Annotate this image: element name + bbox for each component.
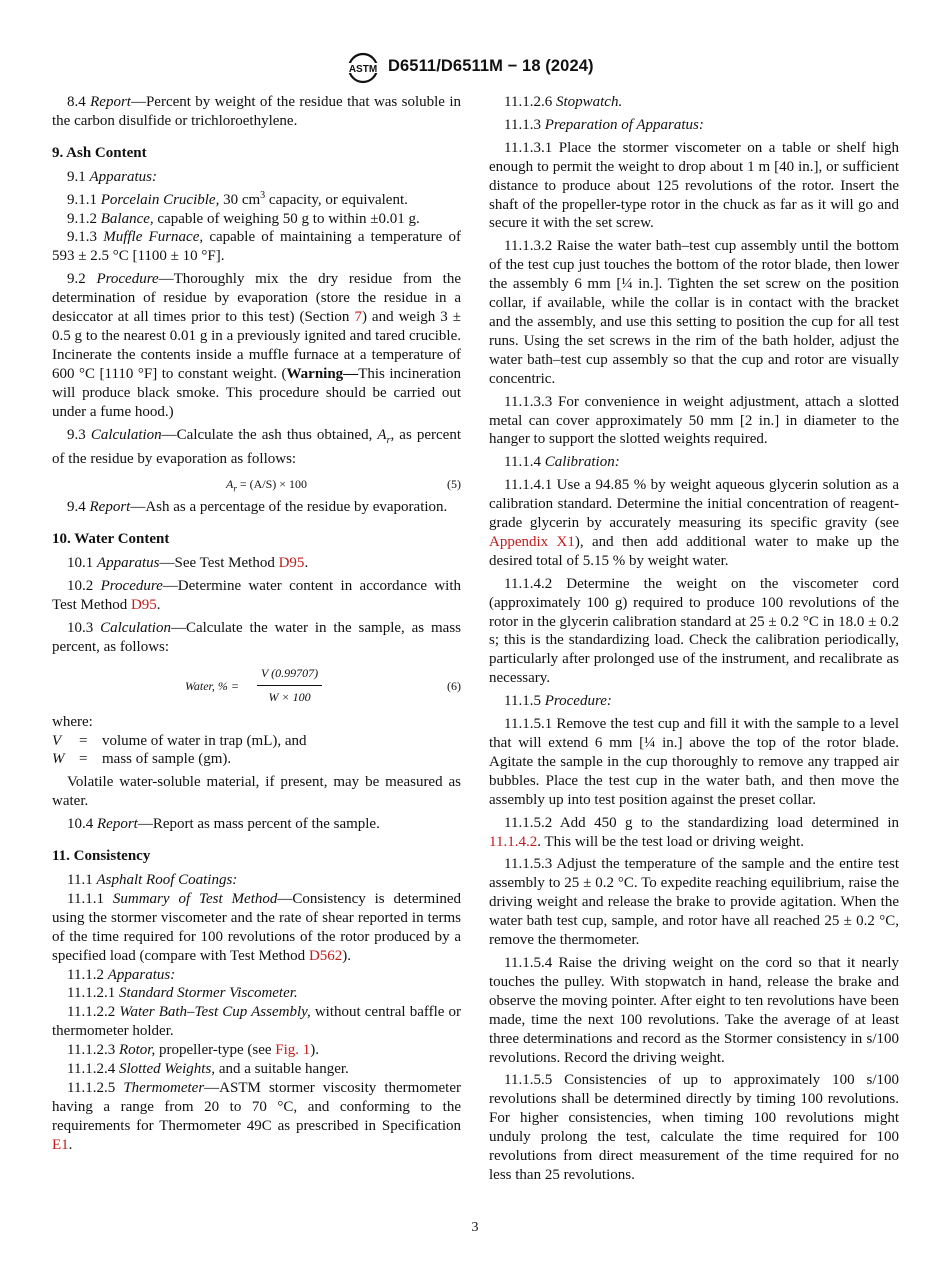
section-11-1-3-3: 11.1.3.3 For convenience in weight adjustment, attach a slotted metal can cover approximately 50 mm [2 in.] in diameter to the hanger to support the slotted weights required.: [489, 393, 899, 448]
volatile-note: Volatile water-soluble material, if present, may be measured as water.: [52, 774, 461, 810]
section-11-1-5: 11.1.5 Procedure:: [504, 693, 612, 710]
section-11-1-5-3: 11.1.5.3 Adjust the temperature of the sample and the entire test assembly to 25 ± 0.2 °C. To expedite reaching equilibrium, raise the driving weight and release the brake to provide agitation. When the water bath test cup, sample, and rotor have all reached 25 ± 0.2 °C, remove the thermometer.: [489, 856, 899, 949]
link-e1[interactable]: E1: [52, 1136, 69, 1153]
section-10-2: 10.2 Procedure—Determine water content in accordance with Test Method D95.: [52, 578, 462, 613]
link-appendix-x1[interactable]: Appendix X1: [489, 533, 575, 550]
heading-water-content: 10. Water Content: [52, 531, 170, 548]
section-11-1-2: 11.1.2 Apparatus:: [67, 966, 176, 983]
section-11-1-5-2: 11.1.5.2 Add 450 g to the standardizing load determined in 11.1.4.2. This will be the test load or driving weight.: [489, 814, 899, 850]
section-10-1: 10.1 Apparatus—See Test Method D95.: [67, 555, 309, 572]
section-11-1: 11.1 Asphalt Roof Coatings:: [67, 872, 238, 888]
section-11-1-3: 11.1.3 Preparation of Apparatus:: [504, 116, 704, 133]
section-9-4: 9.4 Report—Ash as a percentage of the residue by evaporation.: [67, 499, 448, 516]
link-d95[interactable]: D95: [130, 596, 157, 613]
equation-5: $A_r = (A/S) \times 100$ (5): [225, 477, 461, 494]
equation-6: Water, % = $\frac{V (0.99707)}{W \times 100}$ (6): [185, 665, 461, 704]
section-11-1-1: 11.1.1 Summary of Test Method—Consistency is determined using the stormer viscometer and the rate of shear reported in terms of the time required for 100 revolutions of the rotor produced by a specified load (compare with Test Method D562).: [52, 890, 462, 964]
page-header: [0, 52, 950, 84]
link-d562[interactable]: D562: [308, 947, 343, 964]
section-11-1-5-5: 11.1.5.5 Consistencies of up to approximately 100 s/100 revolutions shall be determined directly by timing 100 revolutions. For higher consistencies, when timing 100 revolutions might unduly prolong the test, calculate the time required for 100 revolutions from direct measurement of the time required for no less than 25 revolutions.: [489, 1072, 899, 1183]
page-number: 3: [471, 1220, 479, 1235]
standard-designation: D6511/D6511M − 18 (2024): [388, 57, 594, 75]
right-column: [489, 93, 899, 1185]
where-label: where:: [52, 713, 93, 730]
link-d95[interactable]: D95: [278, 555, 305, 572]
definition-w: W = mass of sample (gm).: [52, 751, 232, 768]
section-11-1-2-4: 11.1.2.4 Slotted Weights, and a suitable hanger.: [67, 1061, 349, 1078]
link-11-1-4-2[interactable]: 11.1.4.2: [489, 833, 538, 850]
section-11-1-2-5: 11.1.2.5 Thermometer—ASTM stormer viscosity thermometer having a range from 20 to 70 °C, and conforming to the requirements for Thermometer 49C as prescribed in Specification E1.: [52, 1079, 461, 1153]
section-11-1-2-6: 11.1.2.6 Stopwatch.: [504, 94, 623, 110]
section-9-1-1: 9.1.1 Porcelain Crucible, 30 $cm^3$ capacity, or equivalent.: [67, 189, 408, 208]
heading-consistency: 11. Consistency: [52, 848, 151, 865]
heading-ash-content: 9. Ash Content: [52, 144, 147, 161]
section-8-4: 8.4 Report—Percent by weight of the residue that was soluble in the carbon disulfide or trichloroethylene.: [52, 94, 462, 129]
section-10-4: 10.4 Report—Report as mass percent of the sample.: [67, 816, 380, 833]
link-section-7[interactable]: 7: [354, 309, 362, 326]
astm-logo-icon: [344, 52, 382, 89]
section-11-1-3-2: 11.1.3.2 Raise the water bath–test cup assembly until the bottom of the test cup just touches the bottom of the rotor blade, then lower the assembly 6 mm [¼ in.]. Tighten the set screw on the position collar, if available, while the collar is in contact with the bracket and the assembly, and use this setting to position the cup for all test runs. Using the set screws in the rim of the bath holder, adjust the water bath–test cup assembly so that the cup and rotor are visually concentric.: [489, 238, 899, 387]
section-9-1-3: 9.1.3 Muffle Furnace, capable of maintaining a temperature of 593 ± 2.5 °C [1100 ± 10 °F].: [52, 229, 461, 265]
section-11-1-4: 11.1.4 Calibration:: [504, 454, 620, 471]
section-11-1-4-2: 11.1.4.2 Determine the weight on the viscometer cord (approximately 100 g) required to produce 100 revolutions of the rotor in the glycerin calibration standard at 25 ± 0.2 °C in 18.0 ± 0.2 s; this is the standardizing load. Check the calibration periodically, particularly after prolonged use of the instrument, and recalibrate as necessary.: [489, 575, 899, 687]
section-11-1-4-1: 11.1.4.1 Use a 94.85 % by weight aqueous glycerin solution as a calibration standard. Determine the initial concentration of reagent-grade glycerin by accurately measuring its specific gravity (see Appendix X1), and then add additional water to make up the desired total of 5.15 % by weight water.: [489, 477, 899, 569]
section-9-3: 9.3 Calculation—Calculate the ash thus obtained, $A_r$, as percent of the residue by evaporation as follows:: [52, 426, 461, 468]
left-column: [52, 93, 461, 1155]
section-9-2: 9.2 Procedure—Thoroughly mix the dry residue from the determination of residue by evaporation (store the residue in a desiccator at all times prior to this test) (Section 7) and weigh 3 ± 0.5 g to the nearest 0.01 g in a previously ignited and tared crucible. Incinerate the contents inside a muffle furnace at a temperature of 600 °C [1110 °F] to constant weight. (Warning—This incineration will produce black smoke. This procedure should be carried out under a fume hood.): [52, 271, 462, 420]
section-11-1-2-1: 11.1.2.1 Standard Stormer Viscometer.: [67, 985, 298, 1002]
definition-v: V = volume of water in trap (mL), and: [52, 732, 307, 749]
svg-text:ASTM: ASTM: [348, 64, 378, 75]
section-9-1-2: 9.1.2 Balance, capable of weighing 50 g to within ±0.01 g.: [67, 210, 420, 227]
link-fig-1[interactable]: Fig. 1: [275, 1042, 311, 1059]
section-11-1-2-2: 11.1.2.2 Water Bath–Test Cup Assembly, without central baffle or thermometer holder.: [52, 1004, 461, 1040]
section-9-1: 9.1 Apparatus:: [67, 168, 157, 185]
section-11-1-5-4: 11.1.5.4 Raise the driving weight on the cord so that it nearly touches the pulley. With stopwatch in hand, release the brake and observe the moving pointer. After eight to ten revolutions have been made, time the next 100 revolutions. Take the average of at least three determinations and record as the Stormer consistency in s/100 revolutions. Record the driving weight.: [489, 954, 899, 1066]
section-10-3: 10.3 Calculation—Calculate the water in the sample, as mass percent, as follows:: [52, 619, 462, 655]
section-11-1-5-1: 11.1.5.1 Remove the test cup and fill it with the sample to a level that will extend 6 mm [¼ in.] above the top of the rotor blade. Agitate the sample in the cup thoroughly to remove any trapped air bubbles. Place the test cup in the water bath, and then move the assembly up into test position against the preset collar.: [489, 716, 900, 808]
section-11-1-2-3: 11.1.2.3 Rotor, propeller-type (see Fig. 1).: [67, 1042, 320, 1059]
section-11-1-3-1: 11.1.3.1 Place the stormer viscometer on a table or shelf high enough to permit the weight to drop about 1 m [40 in.], or sufficient distance to produce about 125 revolutions of the rotor. Insert the shaft of the propeller-type rotor in the chuck as far as it will go and secure it with the set screw.: [489, 139, 899, 232]
